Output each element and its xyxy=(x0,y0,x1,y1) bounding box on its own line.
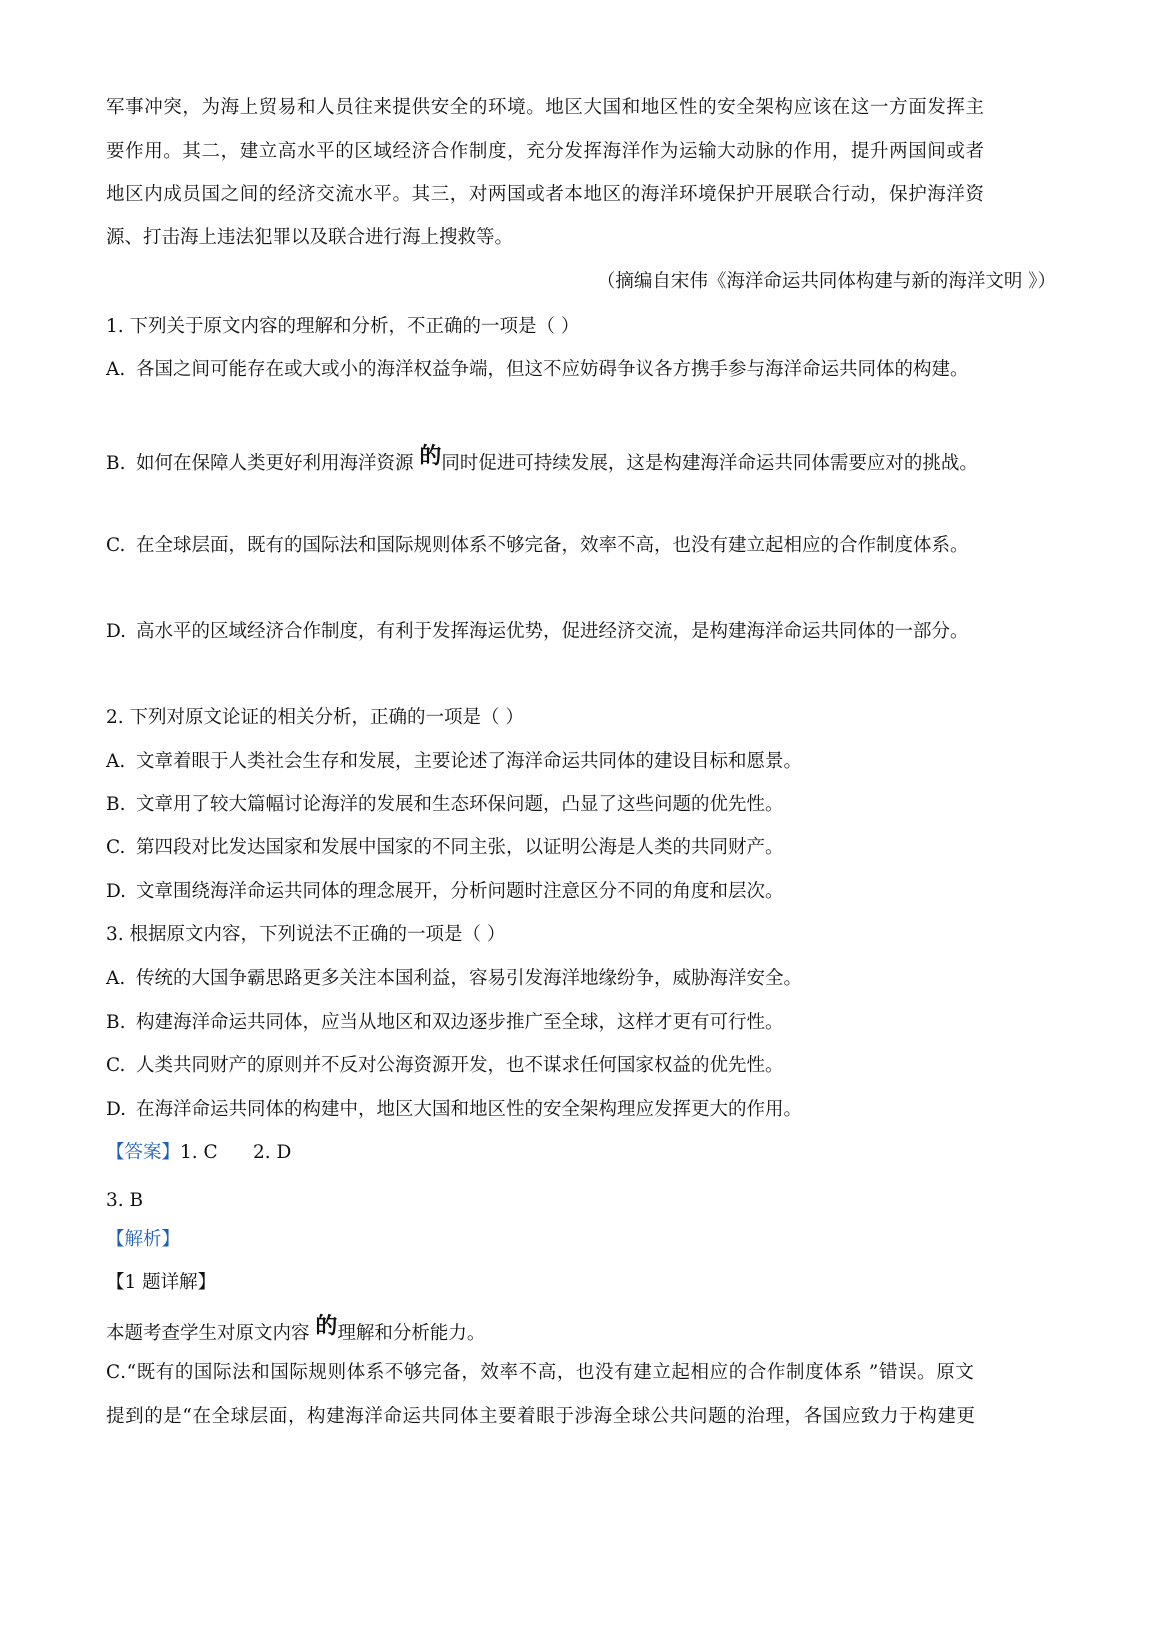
option-label: D. xyxy=(106,881,127,902)
option-text: 在海洋命运共同体的构建中，地区大国和地区性的安全架构理应发挥更大的作用。 xyxy=(136,1099,803,1120)
analysis-text-after: 理解和分析能力。 xyxy=(337,1323,486,1344)
question-2-option-a xyxy=(106,750,802,774)
question-2-option-b xyxy=(106,793,784,817)
passage-line-3: 地区内成员国之间的经济交流水平。其三，对两国或者本地区的海洋环境保护开展联合行动，保护海洋资 xyxy=(106,184,985,205)
analysis-tag: 【解析】 xyxy=(106,1229,181,1250)
option-label: D. xyxy=(106,621,127,642)
answer-line-2: 3. B xyxy=(106,1190,144,1211)
question-1-option-b xyxy=(106,443,978,476)
question-3-option-a xyxy=(106,967,802,991)
question-3-option-d xyxy=(106,1098,802,1122)
option-label: C. xyxy=(106,535,126,556)
question-3-stem: 3. 根据原文内容，下列说法不正确的一项是（ ） xyxy=(106,924,506,945)
question-1-option-c xyxy=(106,534,969,558)
question-3-option-c xyxy=(106,1054,784,1078)
question-1-stem: 1. 下列关于原文内容的理解和分析，不正确的一项是（ ） xyxy=(106,316,580,337)
answer-tag: 【答案】 xyxy=(106,1142,181,1163)
option-text: 第四段对比发达国家和发展中国家的不同主张，以证明公海是人类的共同财产。 xyxy=(136,837,784,858)
option-label: C. xyxy=(106,1055,126,1076)
analysis-big-char: 的 xyxy=(315,1313,338,1339)
option-text: 在全球层面，既有的国际法和国际规则体系不够完备，效率不高，也没有建立起相应的合作制度体系。 xyxy=(136,535,969,556)
option-label: B. xyxy=(106,1012,126,1033)
passage-source: （摘编自宋伟《海洋命运共同体构建与新的海洋文明 》） xyxy=(596,271,1056,292)
option-text: 高水平的区域经济合作制度，有利于发挥海运优势，促进经济交流，是构建海洋命运共同体的一部分。 xyxy=(136,621,969,642)
option-text-after: 同时促进可持续发展，这是构建海洋命运共同体需要应对的挑战。 xyxy=(441,453,978,474)
option-text: 人类共同财产的原则并不反对公海资源开发，也不谋求任何国家权益的优先性。 xyxy=(136,1055,784,1076)
analysis-line-2: 提到的是“在全球层面，构建海洋命运共同体主要着眼于涉海全球公共问题的治理，各国应致力于构建更 xyxy=(106,1406,976,1427)
analysis-line-1: C.“既有的国际法和国际规则体系不够完备，效率不高，也没有建立起相应的合作制度体系 ”错误。原文 xyxy=(106,1362,975,1383)
passage-line-4: 源、打击海上违法犯罪以及联合进行海上搜救等。 xyxy=(106,227,514,248)
option-big-char: 的 xyxy=(419,443,442,469)
answer-line-1 xyxy=(106,1141,291,1165)
option-label: A. xyxy=(106,359,126,380)
question-2-option-d xyxy=(106,880,784,904)
passage-line-2: 要作用。其二，建立高水平的区域经济合作制度，充分发挥海洋作为运输大动脉的作用，提升两国间或者 xyxy=(106,141,985,162)
option-label: C. xyxy=(106,837,126,858)
option-text: 文章着眼于人类社会生存和发展，主要论述了海洋命运共同体的建设目标和愿景。 xyxy=(136,751,803,772)
option-text-before: 如何在保障人类更好利用海洋资源 xyxy=(136,453,420,474)
analysis-heading: 【1 题详解】 xyxy=(106,1272,217,1293)
question-2-option-c xyxy=(106,836,784,860)
option-text: 文章用了较大篇幅讨论海洋的发展和生态环保问题，凸显了这些问题的优先性。 xyxy=(136,794,784,815)
option-text: 文章围绕海洋命运共同体的理念展开，分析问题时注意区分不同的角度和层次。 xyxy=(136,881,784,902)
analysis-intro xyxy=(106,1313,486,1346)
option-label: D. xyxy=(106,1099,127,1120)
answer-values: 1. C 2. D xyxy=(180,1142,292,1163)
question-2-stem: 2. 下列对原文论证的相关分析，正确的一项是（ ） xyxy=(106,707,524,728)
question-3-option-b xyxy=(106,1011,784,1035)
option-label: B. xyxy=(106,453,126,474)
passage-line-1: 军事冲突，为海上贸易和人员往来提供安全的环境。地区大国和地区性的安全架构应该在这一方面发挥主 xyxy=(106,97,985,118)
option-label: B. xyxy=(106,794,126,815)
question-1-option-d xyxy=(106,620,969,644)
option-text: 构建海洋命运共同体，应当从地区和双边逐步推广至全球，这样才更有可行性。 xyxy=(136,1012,784,1033)
option-text: 各国之间可能存在或大或小的海洋权益争端，但这不应妨碍争议各方携手参与海洋命运共同体的构建。 xyxy=(136,359,969,380)
option-label: A. xyxy=(106,968,126,989)
option-text: 传统的大国争霸思路更多关注本国利益，容易引发海洋地缘纷争，威胁海洋安全。 xyxy=(136,968,803,989)
option-label: A. xyxy=(106,751,126,772)
question-1-option-a xyxy=(106,358,969,382)
analysis-text-before: 本题考查学生对原文内容 xyxy=(106,1323,316,1344)
